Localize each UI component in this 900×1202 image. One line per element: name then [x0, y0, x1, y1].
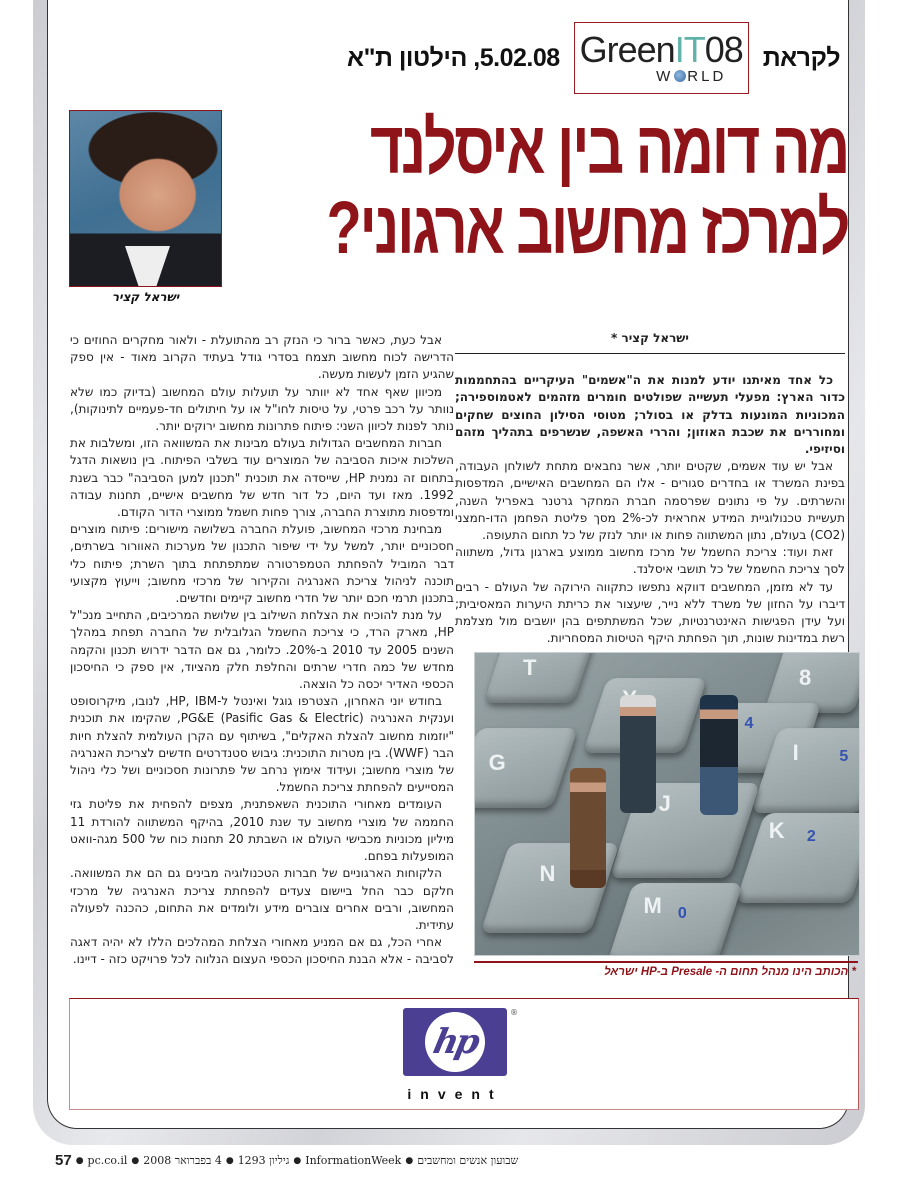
paragraph: זאת ועוד: צריכת החשמל של מרכז מחשוב ממוצע בארגון גדול, משתווה לסך צריכת החשמל של כל תושבי איסלנד. [455, 545, 845, 577]
key-number: 5 [839, 748, 849, 765]
key-label: G [488, 750, 506, 775]
hp-logo-circle [425, 1012, 485, 1072]
figurine-man-cap [700, 695, 738, 815]
key-label: I [792, 740, 799, 765]
right-column [455, 330, 845, 647]
footer-publication: שבועון אנשים ומחשבים [417, 1154, 519, 1167]
paragraph: הלקוחות הארגוניים של חברות הטכנולוגיה מבינים גם הם את המשוואה. חלקם כבר החל ביישום צעדים להפחתת צריכת האנרגיה של מרכזי המחשוב, ורבים אחרים צוברים מידע ולומדים את התחום, כהכנה לפעולה עתידית. [70, 866, 454, 932]
key-label: M [643, 893, 662, 918]
bullet-separator: ● [131, 1155, 140, 1166]
key-number: 2 [806, 828, 816, 845]
footer-site[interactable]: pc.co.il [87, 1154, 128, 1167]
key-label: T [523, 655, 537, 680]
figurine-man-suit [620, 695, 656, 813]
key-k [735, 813, 860, 903]
figurine-man-brown [570, 768, 606, 888]
author-photo [69, 110, 222, 287]
paragraph: אבל כעת, כאשר ברור כי הנזק רב מהתועלת - ולאור מחקרים החוזים כי הדרישה לכוח מחשוב תצמח בסדרי גודל בעתיד הקרוב מאוד - אין ספק שהגיע הזמן לעשות מעשה. [70, 333, 454, 382]
bullet-separator: ● [75, 1155, 84, 1166]
key-label: J [658, 791, 671, 816]
byline: ישראל קציר * [455, 330, 845, 354]
logo-it-text: IT [674, 28, 705, 70]
key-g [474, 728, 578, 808]
title-line-1: מה דומה בין איסלנד [369, 106, 848, 189]
keyboard-figurines-photo [474, 652, 860, 956]
author-photo-caption: ישראל קציר [111, 290, 180, 304]
caption-divider [474, 961, 858, 963]
logo-world-post: RLD [687, 67, 727, 85]
bullet-separator: ● [405, 1155, 414, 1166]
footer-magazine: InformationWeek [305, 1154, 402, 1167]
registered-mark: ® [510, 1008, 518, 1017]
author-note: * הכותב הינו מנהל תחום ה- Presale ב-HP ישראל [604, 966, 856, 978]
title-line-2: למרכז מחשוב ארגוני? [326, 186, 849, 269]
paragraph: העומדים מאחורי התוכנית השאפתנית, מצפים להפחית את פליטת גזי החממה של מוצרי מחשוב עד שנת 2010, בהיקף המשתווה להורדת 11 מיליון מכוניות מכבישי העולם או השבתת 20 תחנות כוח של 500 מגה-וואט המופעלות בפחם. [70, 797, 454, 864]
paragraph: על מנת להוכיח את הצלחת השילוב בין שלושת המרכיבים, התחייב מנכ"ל HP, מארק הרד, כי צריכת החשמל הגלובלית של החברה תפחת במהלך השנים 2005 עד 2010 ב-20%. כלומר, גם אם הדבר ידרוש תכנון והקמה מחדש של כמה חדרי שרתים והחלפת חלק מהציוד, אין ספק כי החיסכון הכספי האדיר יכסה כל הוצאה. [70, 608, 454, 692]
bullet-separator: ● [293, 1155, 302, 1166]
logo-wordmark [579, 28, 743, 70]
paragraph: חברות המחשבים הגדולות בעולם מבינות את המשוואה הזו, ומשלבות את השלכות איכות הסביבה של המוצרים עוד בשלבי הפיתוח. בין נושאות הדגל בתחום זה נמנית HP, שייסדה את תוכנית "תכנון למען הסביבה" כבר בשנת 1992. מאז ועד היום, כל דור חדש של מחשבים אישיים, תחנות עבודה ומדפסות מתוצרת החברה, צורך פחות חשמל ממוצרי הדור הקודם. [70, 436, 454, 520]
paragraph: עד לא מזמן, המחשבים דווקא נתפשו כתקווה הירוקה של העולם - רבים דיברו על החזון של משרד ללא נייר, שיעצור את כריתת היערות המאסיבית; ועל עידן הפגישות האינטרנטיות, שכל המשתתפים בהן יושבים מול מצלמת רשת במדינות שונות, תוך הפחתת היקף הטיסות המסחריות. [455, 579, 845, 646]
key-label: 8 [799, 665, 812, 690]
paragraph: מבחינת מרכזי המחשוב, פועלת החברה בשלושה מישורים: פיתוח מוצרים חסכוניים יותר, למשל על ידי שיפור התכנון של מערכות האוורור בשרתים, דבר המוביל להפחתת הטמפרטורה שמתפתחת בתוך השרת; פיתוח כלי תוכנה לניהול צריכת האנרגיה והקירור של מרכזי מחשוב; וייעוץ מקצועי בתכנון תרמי חכם יותר של חדרי מחשוב קיימים וחדשים. [70, 522, 454, 606]
paragraph: בחודש יוני האחרון, הצטרפו גוגל ואינטל ל-HP, IBM, לנובו, מיקרוסופט וענקית האנרגיה PG&E (Pasific Gas & Electric), שהקימו את תוכנית "יוזמות מחשוב להצלת האקלים", בשיתוף עם הקרן העולמית להצלת חיות הבר (WWF). בין מטרות התוכנית: גיבוש סטנדרטים חדשים לצריכת האנרגיה של מוצרי מחשוב; ועידוד אימוץ נרחב של פתרונות חסכוניים ושל כלי ניהול המסייעים להפחתת צריכת החשמל. [70, 694, 455, 795]
logo-year-text: 08 [704, 28, 743, 70]
globe-icon [674, 70, 686, 82]
page-number: 57 [55, 1152, 72, 1169]
key-label: N [539, 861, 556, 886]
page-footer [55, 1152, 518, 1169]
hp-logo[interactable] [403, 1008, 507, 1076]
key-number: 0 [677, 905, 687, 922]
hp-logo-text: hp [429, 1022, 481, 1062]
key-label: K [768, 818, 785, 843]
event-header [347, 22, 840, 94]
photo-shirt [125, 246, 170, 286]
article-title [326, 106, 849, 269]
logo-world-pre: W [656, 67, 674, 85]
greenit-world-logo [574, 22, 749, 94]
paragraph: אבל יש עוד אשמים, שקטים יותר, אשר נחבאים מתחת לשולחן העבודה, בפינת המשרד או בחדרים סגורים - אלו הם המחשבים האישיים, המדפסות והשרתים. על פי נתונים שפרסמה חברת המחקר גרטנר באפריל השנה, תעשיית טכנולוגיית המידע אחראית לכ-2% מסך פליטת הפחמן הדו-חמצני (CO2) בעולם, נתון המשתווה פחות או יותר לנזק של כל תחום התעופה. [455, 459, 845, 543]
lead-paragraph: כל אחד מאיתנו יודע למנות את ה"אשמים" העיקריים בהתחממות כדור הארץ: מפעלי תעשייה שפולטים חומרים מזהמים לאטמוספירה; המכוניות המונעות בדלק או בסולר; מטוסי הסילון החוצים שחקים ומחוררים את שכבת האוזון; והררי האשפה, שנשרפים בתהליך מזהם וסיזיפי. [455, 373, 845, 457]
left-column [70, 332, 454, 969]
paragraph: אחרי הכל, גם אם המניע מאחורי הצלחת המהלכים הללו לא יהיה דאגה לסביבה - אלא הבנת החיסכון הכספי העצום הנלווה לכל פרויקט כזה - דיינו. [70, 935, 454, 967]
hp-tagline: invent [407, 1086, 503, 1102]
paragraph: מכיוון שאף אחד לא יוותר על תועלות עולם המחשוב (בדיוק כמו שלא נוותר על רכב פרטי, על טיסות לחו"ל או על חיתולים חד-פעמיים לתינוקות), נותר לפנות לכיוון השני: פיתוח פתרונות מחשוב ירוקים יותר. [70, 384, 454, 434]
footer-date: 4 בפברואר 2008 [143, 1154, 222, 1167]
header-lead-word: לקראת [762, 43, 840, 72]
logo-world [656, 68, 726, 85]
footer-issue: גיליון 1293 [237, 1154, 290, 1167]
bullet-separator: ● [225, 1155, 234, 1166]
key-t [484, 652, 597, 703]
event-details: 5.02.08, הילטון ת"א [347, 43, 560, 72]
logo-green-text: Green [579, 28, 675, 70]
key-m [607, 883, 743, 956]
key-number: 4 [744, 715, 754, 732]
